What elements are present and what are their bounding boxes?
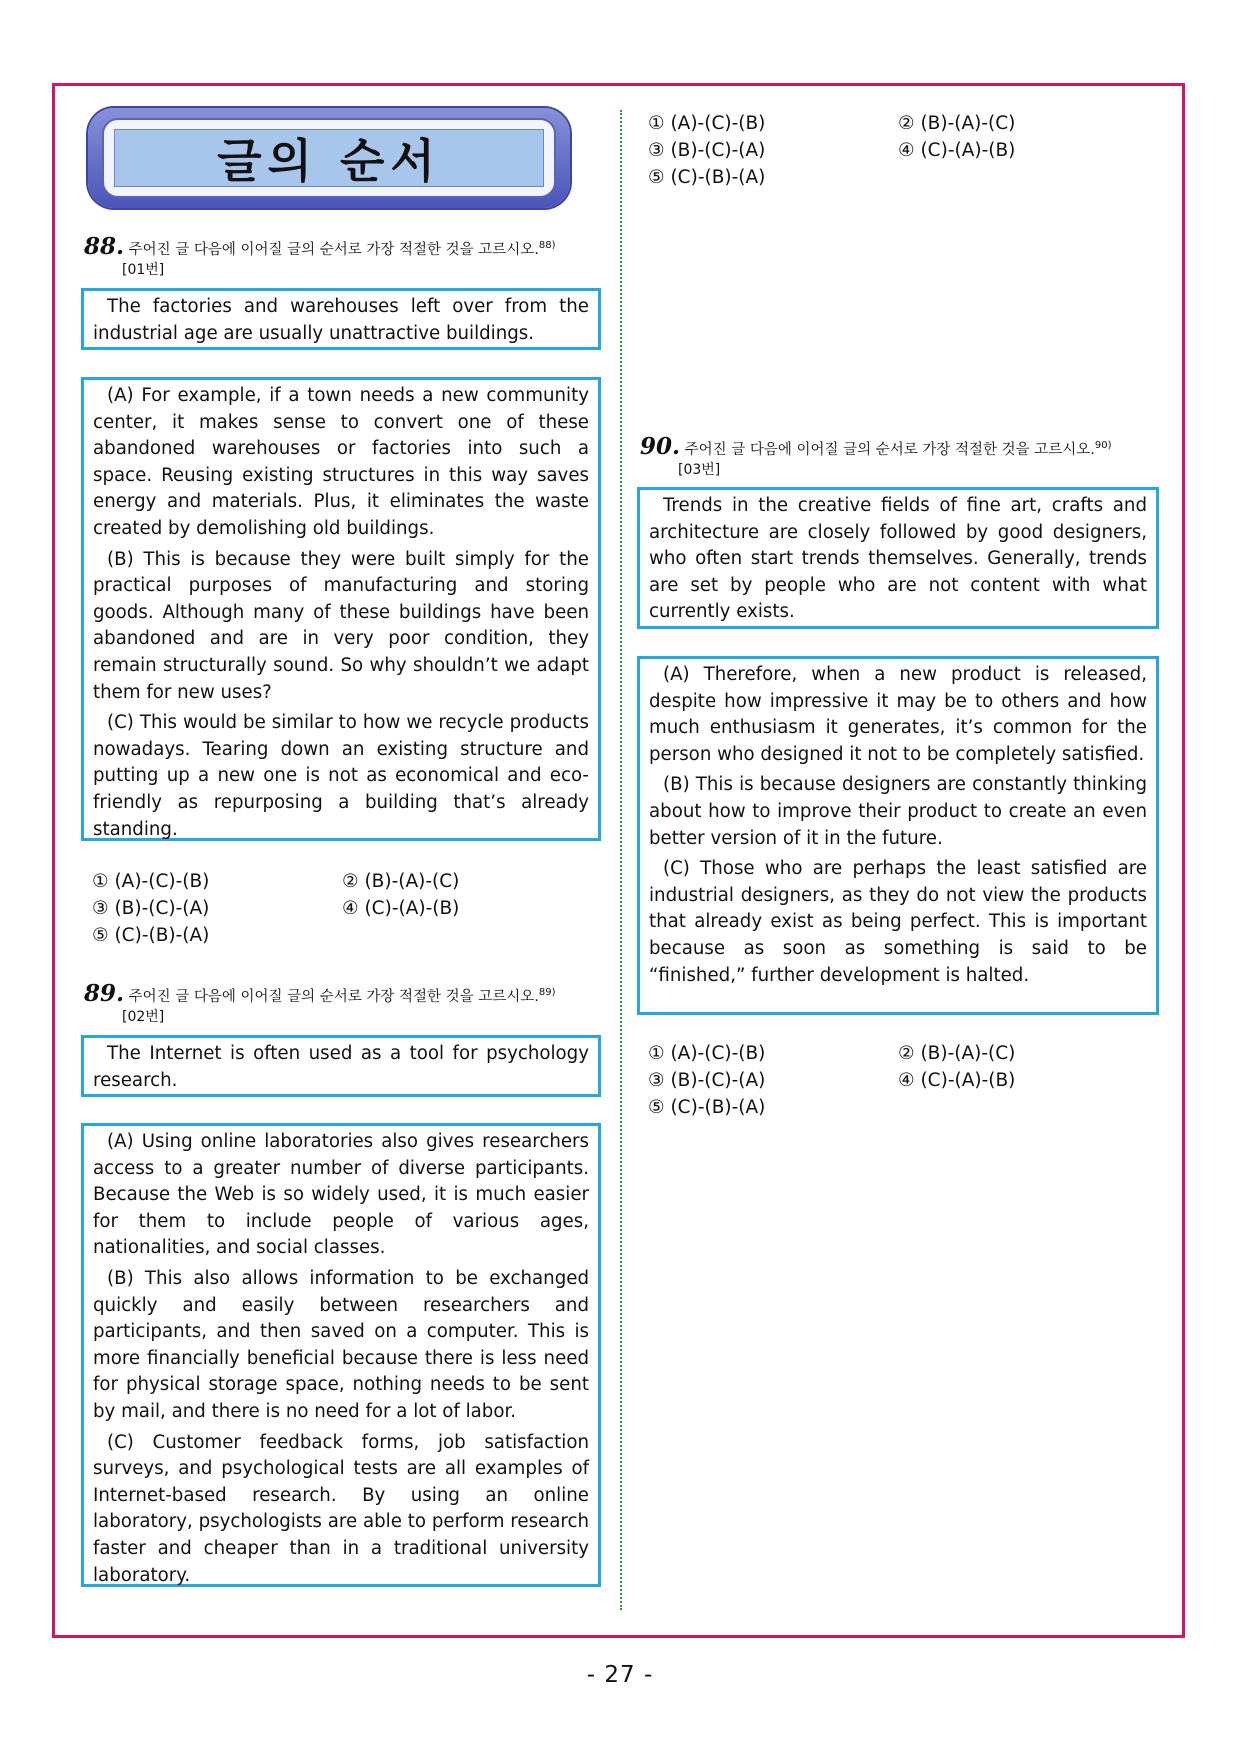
- section-title: 글의 순서: [114, 129, 544, 187]
- intro-text: Trends in the creative fields of fine art, crafts and architecture are closely followed by good designers, who often start trends themselves. Generally, trends are set by people who are not content with what currently exists.: [649, 495, 1147, 623]
- column-divider: [620, 110, 622, 1610]
- option-1[interactable]: ① (A)-(C)-(B): [648, 1043, 766, 1064]
- option-3[interactable]: ③ (B)-(C)-(A): [648, 1070, 766, 1091]
- paragraph-c: (C) Customer feedback forms, job satisfaction surveys, and psychological tests are all examples of Internet-based research. By using an online laboratory, psychologists are able to perform research faster and cheaper than in a traditional university laboratory.: [93, 1431, 589, 1586]
- paragraph-b: (B) This is because they were built simply for the practical purposes of manufacturing and storing goods. Although many of these buildings have been abandoned and are in very poor condition, they remain structurally sound. So why shouldn’t we adapt them for new uses?: [93, 548, 589, 703]
- option-1[interactable]: ① (A)-(C)-(B): [92, 871, 210, 892]
- paragraph-a: (A) Therefore, when a new product is released, despite how impressive it may be to others and how much enthusiasm it generates, it’s common for the person who designed it not to be completely satisfied.: [649, 664, 1147, 765]
- question-number: 90.: [640, 432, 681, 460]
- question-prompt: 주어진 글 다음에 이어질 글의 순서로 가장 적절한 것을 고르시오.: [684, 441, 1095, 458]
- option-5[interactable]: ⑤ (C)-(B)-(A): [92, 925, 210, 946]
- footnote-marker: 89): [538, 987, 556, 998]
- intro-text: The factories and warehouses left over from the industrial age are usually unattractive buildings.: [93, 296, 589, 344]
- question-prompt: 주어진 글 다음에 이어질 글의 순서로 가장 적절한 것을 고르시오.: [128, 988, 539, 1005]
- option-2[interactable]: ② (B)-(A)-(C): [898, 113, 1016, 134]
- question-prompt: 주어진 글 다음에 이어질 글의 순서로 가장 적절한 것을 고르시오.: [128, 241, 539, 258]
- option-3[interactable]: ③ (B)-(C)-(A): [648, 140, 766, 161]
- question-88-passage-box: [81, 377, 601, 841]
- question-source: [01번]: [122, 261, 165, 278]
- paragraph-b: (B) This also allows information to be exchanged quickly and easily between researchers and participants, and then saved on a computer. This is more financially beneficial because there is less need for physical storage space, nothing needs to be sent by mail, and there is no need for a lot of labor.: [93, 1267, 589, 1422]
- question-source: [02번]: [122, 1008, 165, 1025]
- question-90-header: [640, 432, 1160, 480]
- title-inner-frame: [102, 118, 556, 198]
- paragraph-b: (B) This is because designers are constantly thinking about how to improve their product to create an even better version of it in the future.: [649, 774, 1147, 849]
- question-89-intro-box: [81, 1035, 601, 1097]
- option-2[interactable]: ② (B)-(A)-(C): [342, 871, 460, 892]
- question-88-header: [84, 232, 604, 280]
- question-90-passage-box: [637, 656, 1159, 1015]
- paragraph-c: (C) This would be similar to how we recycle products nowadays. Tearing down an existing structure and putting up a new one is not as economical and eco-friendly as repurposing a building that’s already standing.: [93, 712, 589, 840]
- page-number: - 27 -: [586, 1662, 654, 1688]
- paragraph-a: (A) Using online laboratories also gives researchers access to a greater number of diverse participants. Because the Web is so widely used, it is much easier for them to include people of various ages, nationalities, and social classes.: [93, 1131, 589, 1259]
- question-source: [03번]: [678, 461, 721, 478]
- intro-text: The Internet is often used as a tool for psychology research.: [93, 1043, 589, 1091]
- question-89-passage-box: [81, 1123, 601, 1587]
- paragraph-c: (C) Those who are perhaps the least satisfied are industrial designers, as they do not view the products that already exist as being perfect. This is important because as soon as something is said to be “finished,” further development is halted.: [649, 858, 1147, 986]
- question-number: 89.: [84, 979, 125, 1007]
- option-4[interactable]: ④ (C)-(A)-(B): [898, 1070, 1016, 1091]
- footnote-marker: 88): [538, 240, 556, 251]
- question-90-options: [648, 1040, 1158, 1124]
- question-89-header: [84, 979, 604, 1027]
- option-2[interactable]: ② (B)-(A)-(C): [898, 1043, 1016, 1064]
- option-4[interactable]: ④ (C)-(A)-(B): [342, 898, 460, 919]
- question-88-options: [92, 868, 602, 952]
- option-5[interactable]: ⑤ (C)-(B)-(A): [648, 167, 766, 188]
- question-90-intro-box: [637, 487, 1159, 629]
- option-4[interactable]: ④ (C)-(A)-(B): [898, 140, 1016, 161]
- option-1[interactable]: ① (A)-(C)-(B): [648, 113, 766, 134]
- paragraph-a: (A) For example, if a town needs a new community center, it makes sense to convert one of these abandoned warehouses or factories into such a space. Reusing existing structures in this way saves energy and materials. Plus, it eliminates the waste created by demolishing old buildings.: [93, 385, 589, 539]
- question-88-intro-box: [81, 288, 601, 350]
- option-5[interactable]: ⑤ (C)-(B)-(A): [648, 1097, 766, 1118]
- question-89-options: [648, 110, 1158, 194]
- option-3[interactable]: ③ (B)-(C)-(A): [92, 898, 210, 919]
- footnote-marker: 90): [1094, 440, 1112, 451]
- question-number: 88.: [84, 232, 125, 260]
- section-title-banner: [88, 108, 570, 208]
